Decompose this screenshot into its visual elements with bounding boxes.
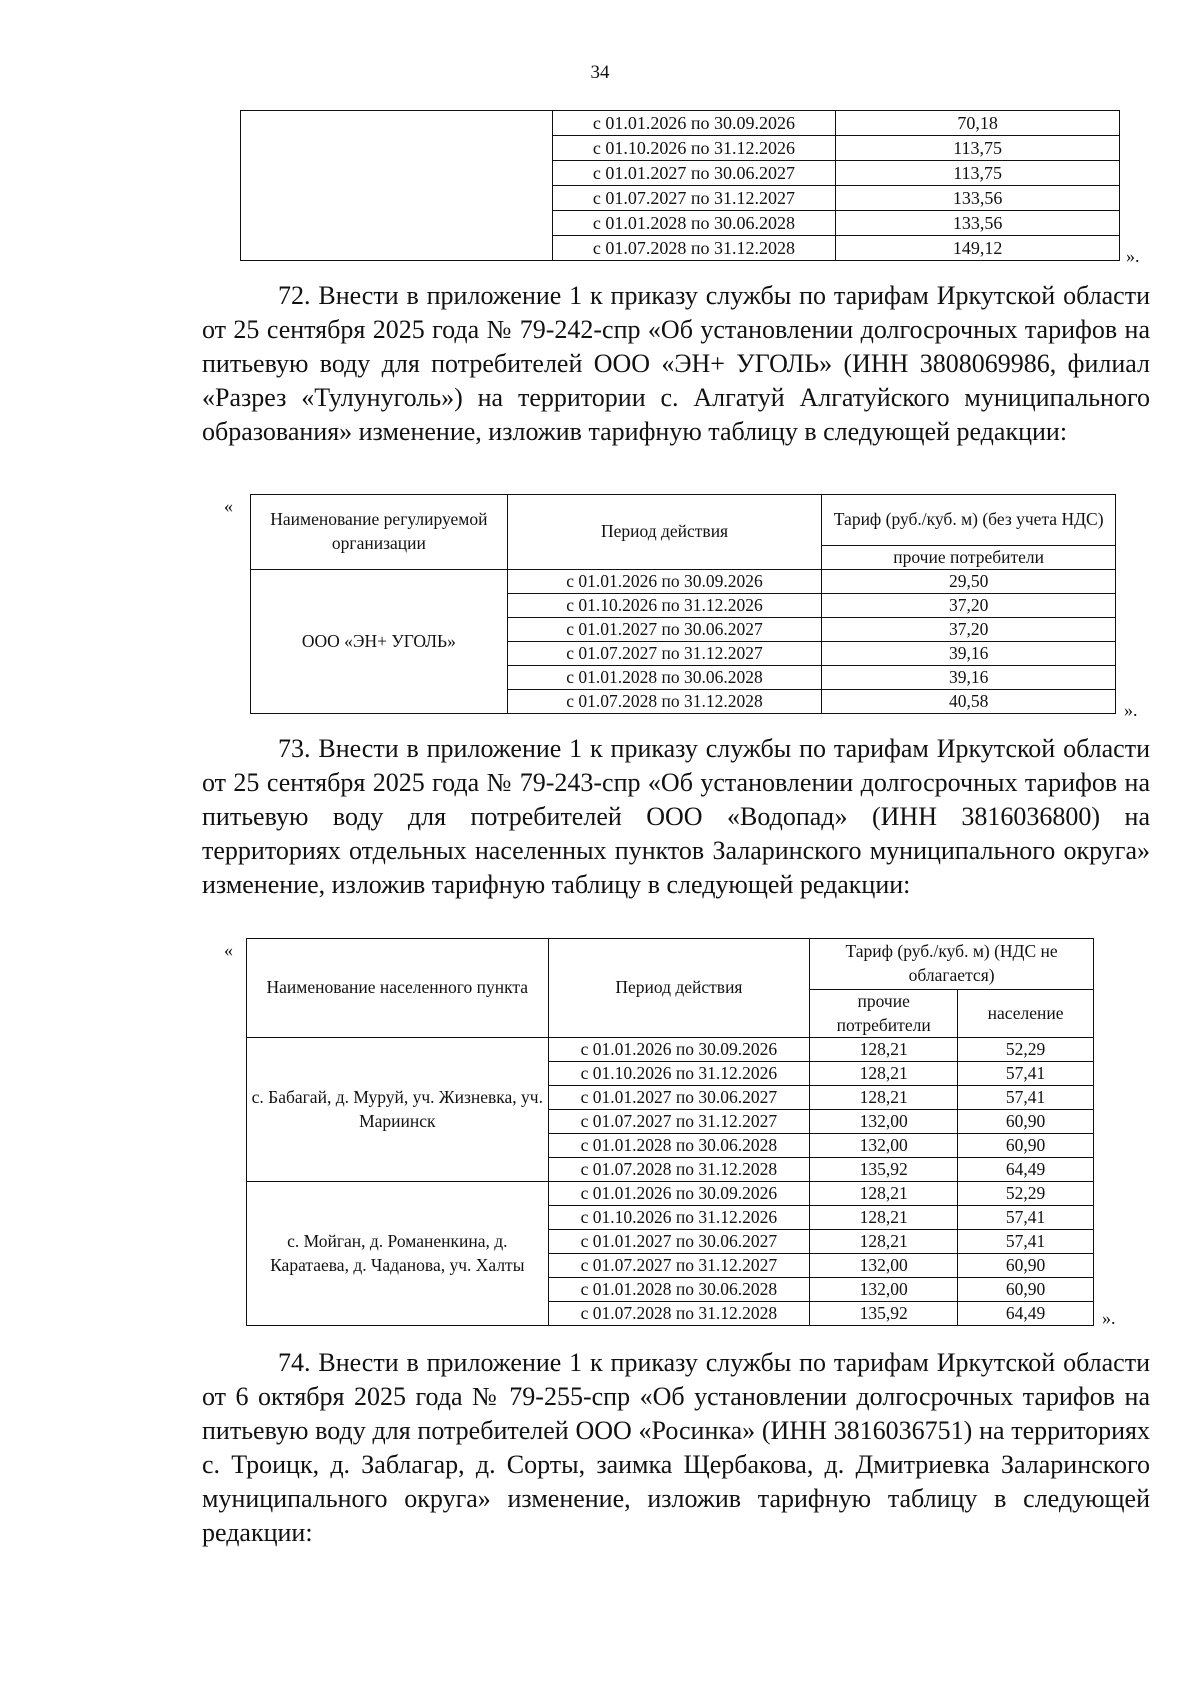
- table-row: [247, 1182, 1094, 1206]
- table-row: [251, 570, 1116, 594]
- other-tariff-cell: 128,21: [810, 1182, 958, 1206]
- period-cell: с 01.07.2027 по 31.12.2027: [548, 1110, 810, 1134]
- paragraph-73: 73. Внести в приложение 1 к приказу службы по тарифам Иркутской области от 25 сентября 2025 года № 79-243-спр «Об установлении долгосрочных тарифов на питьевую воду для потребителей ООО «Водопад» (ИНН 3816036800) на территориях отдельных населенных пунктов Заларинского муниципального округа» изменение, изложив тарифную таблицу в следующей редакции:: [202, 734, 1150, 899]
- close-quote: ».: [1126, 246, 1140, 266]
- tariff-table-73: [246, 938, 1094, 1326]
- population-tariff-cell: 60,90: [958, 1254, 1094, 1278]
- paragraph-74: 74. Внести в приложение 1 к приказу службы по тарифам Иркутской области от 6 октября 2025 года № 79-255-спр «Об установлении долгосрочных тарифов на питьевую воду для потребителей ООО «Росинка» (ИНН 3816036751) на территориях с. Троицк, д. Заблагар, д. Сорты, заимка Щербакова, д. Дмитриевка Заларинского муниципального округа» изменение, изложив тарифную таблицу в следующей редакции:: [202, 1348, 1150, 1547]
- period-cell: с 01.07.2027 по 31.12.2027: [552, 186, 836, 211]
- period-cell: с 01.10.2026 по 31.12.2026: [552, 136, 836, 161]
- other-tariff-cell: 135,92: [810, 1158, 958, 1182]
- period-cell: с 01.01.2026 по 30.09.2026: [552, 111, 836, 136]
- other-tariff-cell: 128,21: [810, 1038, 958, 1062]
- period-cell: с 01.01.2027 по 30.06.2027: [548, 1086, 810, 1110]
- population-tariff-cell: 60,90: [958, 1110, 1094, 1134]
- tariff-cell: 70,18: [836, 111, 1120, 136]
- header-period: Период действия: [507, 495, 822, 570]
- tariff-cell: 133,56: [836, 211, 1120, 236]
- population-tariff-cell: 52,29: [958, 1038, 1094, 1062]
- header-tariff: Тариф (руб./куб. м) (без учета НДС): [822, 495, 1116, 546]
- period-cell: с 01.07.2027 по 31.12.2027: [507, 642, 822, 666]
- tariff-cell: 40,58: [822, 690, 1116, 714]
- tariff-cell: 29,50: [822, 570, 1116, 594]
- table-row: [247, 1038, 1094, 1062]
- org-cell: ООО «ЭН+ УГОЛЬ»: [251, 570, 508, 714]
- tariff-cell: 39,16: [822, 642, 1116, 666]
- page-number: 34: [590, 62, 610, 83]
- header-org: Наименование регулируемой организации: [251, 495, 508, 570]
- tariff-cell: 113,75: [836, 136, 1120, 161]
- paragraph-72: 72. Внести в приложение 1 к приказу службы по тарифам Иркутской области от 25 сентября 2025 года № 79-242-спр «Об установлении долгосрочных тарифов на питьевую воду для потребителей ООО «ЭН+ УГОЛЬ» (ИНН 3808069986, филиал «Разрез «Тулунуголь») на территории с. Алгатуй Алгатуйского муниципального образования» изменение, изложив тарифную таблицу в следующей редакции:: [202, 281, 1150, 446]
- empty-org-cell: [241, 111, 553, 261]
- population-tariff-cell: 57,41: [958, 1206, 1094, 1230]
- tariff-cell: 37,20: [822, 618, 1116, 642]
- period-cell: с 01.01.2026 по 30.09.2026: [548, 1038, 810, 1062]
- period-cell: с 01.07.2028 по 31.12.2028: [548, 1158, 810, 1182]
- tariff-cell: 113,75: [836, 161, 1120, 186]
- table-row: [241, 111, 1120, 136]
- period-cell: с 01.07.2028 по 31.12.2028: [507, 690, 822, 714]
- other-tariff-cell: 132,00: [810, 1254, 958, 1278]
- close-quote: ».: [1102, 1308, 1116, 1328]
- period-cell: с 01.01.2026 по 30.09.2026: [548, 1182, 810, 1206]
- period-cell: с 01.01.2026 по 30.09.2026: [507, 570, 822, 594]
- population-tariff-cell: 57,41: [958, 1086, 1094, 1110]
- period-cell: с 01.10.2026 по 31.12.2026: [548, 1062, 810, 1086]
- header-tariff: Тариф (руб./куб. м) (НДС не облагается): [810, 939, 1094, 990]
- period-cell: с 01.01.2028 по 30.06.2028: [548, 1278, 810, 1302]
- header-period: Период действия: [548, 939, 810, 1038]
- population-tariff-cell: 57,41: [958, 1062, 1094, 1086]
- population-tariff-cell: 52,29: [958, 1182, 1094, 1206]
- period-cell: с 01.07.2027 по 31.12.2027: [548, 1254, 810, 1278]
- other-tariff-cell: 128,21: [810, 1086, 958, 1110]
- period-cell: с 01.01.2028 по 30.06.2028: [552, 211, 836, 236]
- header-place: Наименование населенного пункта: [247, 939, 549, 1038]
- population-tariff-cell: 60,90: [958, 1134, 1094, 1158]
- close-quote: ».: [1124, 700, 1138, 720]
- tariff-table-continuation: [240, 110, 1120, 261]
- tariff-cell: 133,56: [836, 186, 1120, 211]
- other-tariff-cell: 135,92: [810, 1302, 958, 1326]
- header-population: население: [958, 990, 1094, 1038]
- period-cell: с 01.10.2026 по 31.12.2026: [507, 594, 822, 618]
- population-tariff-cell: 64,49: [958, 1302, 1094, 1326]
- other-tariff-cell: 128,21: [810, 1230, 958, 1254]
- header-subcolumn: прочие потребители: [822, 546, 1116, 570]
- tariff-table-72: [250, 494, 1116, 714]
- open-quote: «: [224, 496, 233, 516]
- open-quote: «: [224, 940, 233, 960]
- place-cell: с. Бабагай, д. Муруй, уч. Жизневка, уч. Мариинск: [247, 1038, 549, 1182]
- period-cell: с 01.01.2027 по 30.06.2027: [552, 161, 836, 186]
- other-tariff-cell: 132,00: [810, 1110, 958, 1134]
- period-cell: с 01.01.2028 по 30.06.2028: [548, 1134, 810, 1158]
- header-other-consumers: прочие потребители: [810, 990, 958, 1038]
- other-tariff-cell: 132,00: [810, 1134, 958, 1158]
- other-tariff-cell: 128,21: [810, 1062, 958, 1086]
- period-cell: с 01.10.2026 по 31.12.2026: [548, 1206, 810, 1230]
- tariff-cell: 37,20: [822, 594, 1116, 618]
- population-tariff-cell: 57,41: [958, 1230, 1094, 1254]
- population-tariff-cell: 60,90: [958, 1278, 1094, 1302]
- tariff-cell: 39,16: [822, 666, 1116, 690]
- period-cell: с 01.07.2028 по 31.12.2028: [552, 236, 836, 261]
- other-tariff-cell: 132,00: [810, 1278, 958, 1302]
- tariff-cell: 149,12: [836, 236, 1120, 261]
- period-cell: с 01.01.2027 по 30.06.2027: [548, 1230, 810, 1254]
- period-cell: с 01.01.2028 по 30.06.2028: [507, 666, 822, 690]
- period-cell: с 01.01.2027 по 30.06.2027: [507, 618, 822, 642]
- period-cell: с 01.07.2028 по 31.12.2028: [548, 1302, 810, 1326]
- other-tariff-cell: 128,21: [810, 1206, 958, 1230]
- place-cell: с. Мойган, д. Романенкина, д. Каратаева, д. Чаданова, уч. Халты: [247, 1182, 549, 1326]
- population-tariff-cell: 64,49: [958, 1158, 1094, 1182]
